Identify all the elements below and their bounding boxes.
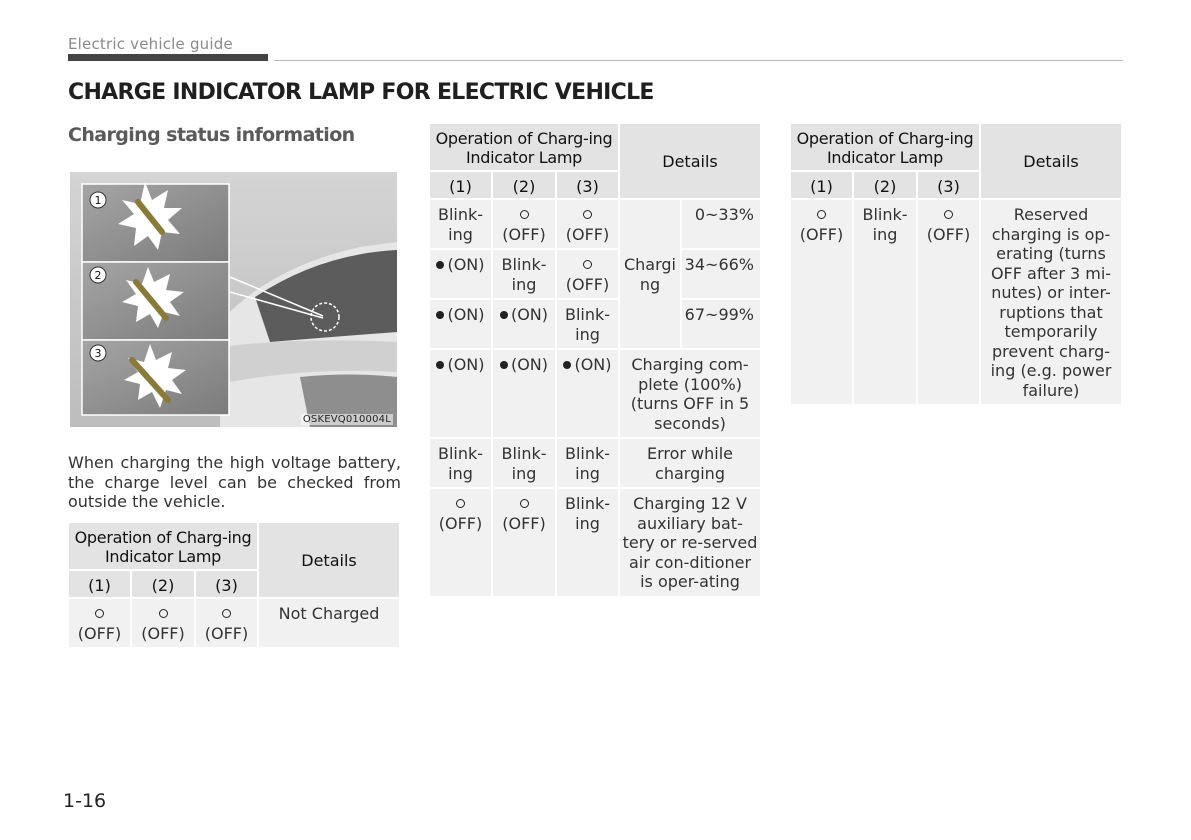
cell-blinking: Blink-ing bbox=[556, 488, 619, 597]
cell-blinking: Blink-ing bbox=[492, 438, 556, 488]
th-col-1: (1) bbox=[429, 171, 492, 199]
lamp-on-icon bbox=[500, 361, 508, 369]
table-row bbox=[429, 488, 761, 597]
th-operation: Operation of Charg-ing Indicator Lamp bbox=[790, 123, 980, 171]
lamp-on-icon bbox=[436, 261, 444, 269]
lamp-off-icon bbox=[456, 499, 465, 508]
th-col-3: (3) bbox=[556, 171, 619, 199]
cell-lamp-on: (ON) bbox=[556, 349, 619, 438]
table-row bbox=[68, 598, 400, 648]
table-row bbox=[790, 199, 1122, 405]
cell-detail: 34~66% bbox=[681, 249, 761, 299]
table-not-charged bbox=[67, 521, 401, 649]
lamp-off-icon bbox=[159, 609, 168, 618]
th-col-1: (1) bbox=[68, 570, 131, 598]
figure-label-3 bbox=[90, 345, 106, 361]
lamp-off-icon bbox=[583, 210, 592, 219]
indicator-lamp-illustration bbox=[70, 172, 397, 427]
th-col-2: (2) bbox=[853, 171, 917, 199]
cell-lamp-off: (OFF) bbox=[556, 249, 619, 299]
lamp-off-icon bbox=[817, 210, 826, 219]
cell-blinking: Blink-ing bbox=[556, 438, 619, 488]
section-header: Electric vehicle guide bbox=[68, 35, 233, 53]
cell-lamp-off: (OFF) bbox=[492, 199, 556, 249]
th-col-1: (1) bbox=[790, 171, 853, 199]
cell-detail: 67~99% bbox=[681, 299, 761, 349]
cell-lamp-off: (OFF) bbox=[917, 199, 980, 405]
th-details: Details bbox=[980, 123, 1122, 199]
cell-lamp-off: (OFF) bbox=[131, 598, 195, 648]
cell-blinking: Blink-ing bbox=[556, 299, 619, 349]
th-operation: Operation of Charg-ing Indicator Lamp bbox=[68, 522, 258, 570]
table-row bbox=[429, 249, 761, 299]
th-col-3: (3) bbox=[195, 570, 258, 598]
cell-blinking: Blink-ing bbox=[429, 438, 492, 488]
table-row bbox=[429, 349, 761, 438]
table-row bbox=[429, 199, 761, 249]
lamp-off-icon bbox=[520, 210, 529, 219]
lamp-on-icon bbox=[563, 361, 571, 369]
th-col-2: (2) bbox=[131, 570, 195, 598]
lamp-off-icon bbox=[583, 260, 592, 269]
cell-blinking: Blink-ing bbox=[492, 249, 556, 299]
lamp-off-icon bbox=[944, 210, 953, 219]
car-windshield-illustration bbox=[70, 172, 397, 427]
svg-text:1: 1 bbox=[94, 194, 102, 207]
th-details: Details bbox=[619, 123, 761, 199]
cell-blinking: Blink-ing bbox=[429, 199, 492, 249]
svg-text:2: 2 bbox=[94, 269, 102, 282]
table-row bbox=[429, 299, 761, 349]
cell-lamp-off: (OFF) bbox=[790, 199, 853, 405]
table-row bbox=[429, 438, 761, 488]
cell-lamp-on: (ON) bbox=[429, 249, 492, 299]
th-details: Details bbox=[258, 522, 400, 598]
lamp-off-icon bbox=[222, 609, 231, 618]
section-subtitle: Charging status information bbox=[68, 124, 355, 146]
lamp-on-icon bbox=[436, 361, 444, 369]
header-accent-bar bbox=[68, 54, 268, 61]
cell-blinking: Blink-ing bbox=[853, 199, 917, 405]
page-title: CHARGE INDICATOR LAMP FOR ELECTRIC VEHICLE bbox=[68, 80, 654, 105]
lamp-off-icon bbox=[95, 609, 104, 618]
table-reserved-charging bbox=[789, 122, 1123, 406]
cell-detail: 0~33% bbox=[681, 199, 761, 249]
th-operation: Operation of Charg-ing Indicator Lamp bbox=[429, 123, 619, 171]
lamp-on-icon bbox=[436, 311, 444, 319]
lamp-off-icon bbox=[520, 499, 529, 508]
th-col-3: (3) bbox=[917, 171, 980, 199]
figure-label-2 bbox=[90, 267, 106, 283]
svg-text:3: 3 bbox=[94, 347, 102, 360]
cell-lamp-off: (OFF) bbox=[195, 598, 258, 648]
cell-detail: Charging com-plete (100%) (turns OFF in 5 seconds) bbox=[619, 349, 761, 438]
lamp-on-icon bbox=[500, 311, 508, 319]
cell-lamp-on: (ON) bbox=[492, 349, 556, 438]
lamp-panel-1 bbox=[82, 182, 229, 262]
cell-charging-label: Chargi ng bbox=[619, 199, 681, 349]
cell-detail: Reserved charging is op-erating (turns OFF after 3 mi-nutes) or inter-ruptions that temporarily prevent charg-ing (e.g. power failure) bbox=[980, 199, 1122, 405]
cell-lamp-off: (OFF) bbox=[556, 199, 619, 249]
cell-lamp-on: (ON) bbox=[429, 349, 492, 438]
figure-label-1 bbox=[90, 192, 106, 208]
figure-code: OSKEVQ010004L bbox=[302, 414, 391, 425]
cell-lamp-on: (ON) bbox=[492, 299, 556, 349]
cell-lamp-off: (OFF) bbox=[68, 598, 131, 648]
cell-lamp-on: (ON) bbox=[429, 299, 492, 349]
cell-detail: Error while charging bbox=[619, 438, 761, 488]
th-col-2: (2) bbox=[492, 171, 556, 199]
table-charging-status bbox=[428, 122, 762, 598]
intro-paragraph: When charging the high voltage battery, the charge level can be checked from outside the vehicle. bbox=[68, 453, 401, 511]
page-number: 1-16 bbox=[63, 790, 107, 812]
cell-lamp-off: (OFF) bbox=[429, 488, 492, 597]
cell-lamp-off: (OFF) bbox=[492, 488, 556, 597]
header-rule bbox=[274, 60, 1123, 61]
cell-detail: Charging 12 V auxiliary bat-tery or re-served air con-ditioner is oper-ating bbox=[619, 488, 761, 597]
cell-detail: Not Charged bbox=[258, 598, 400, 648]
